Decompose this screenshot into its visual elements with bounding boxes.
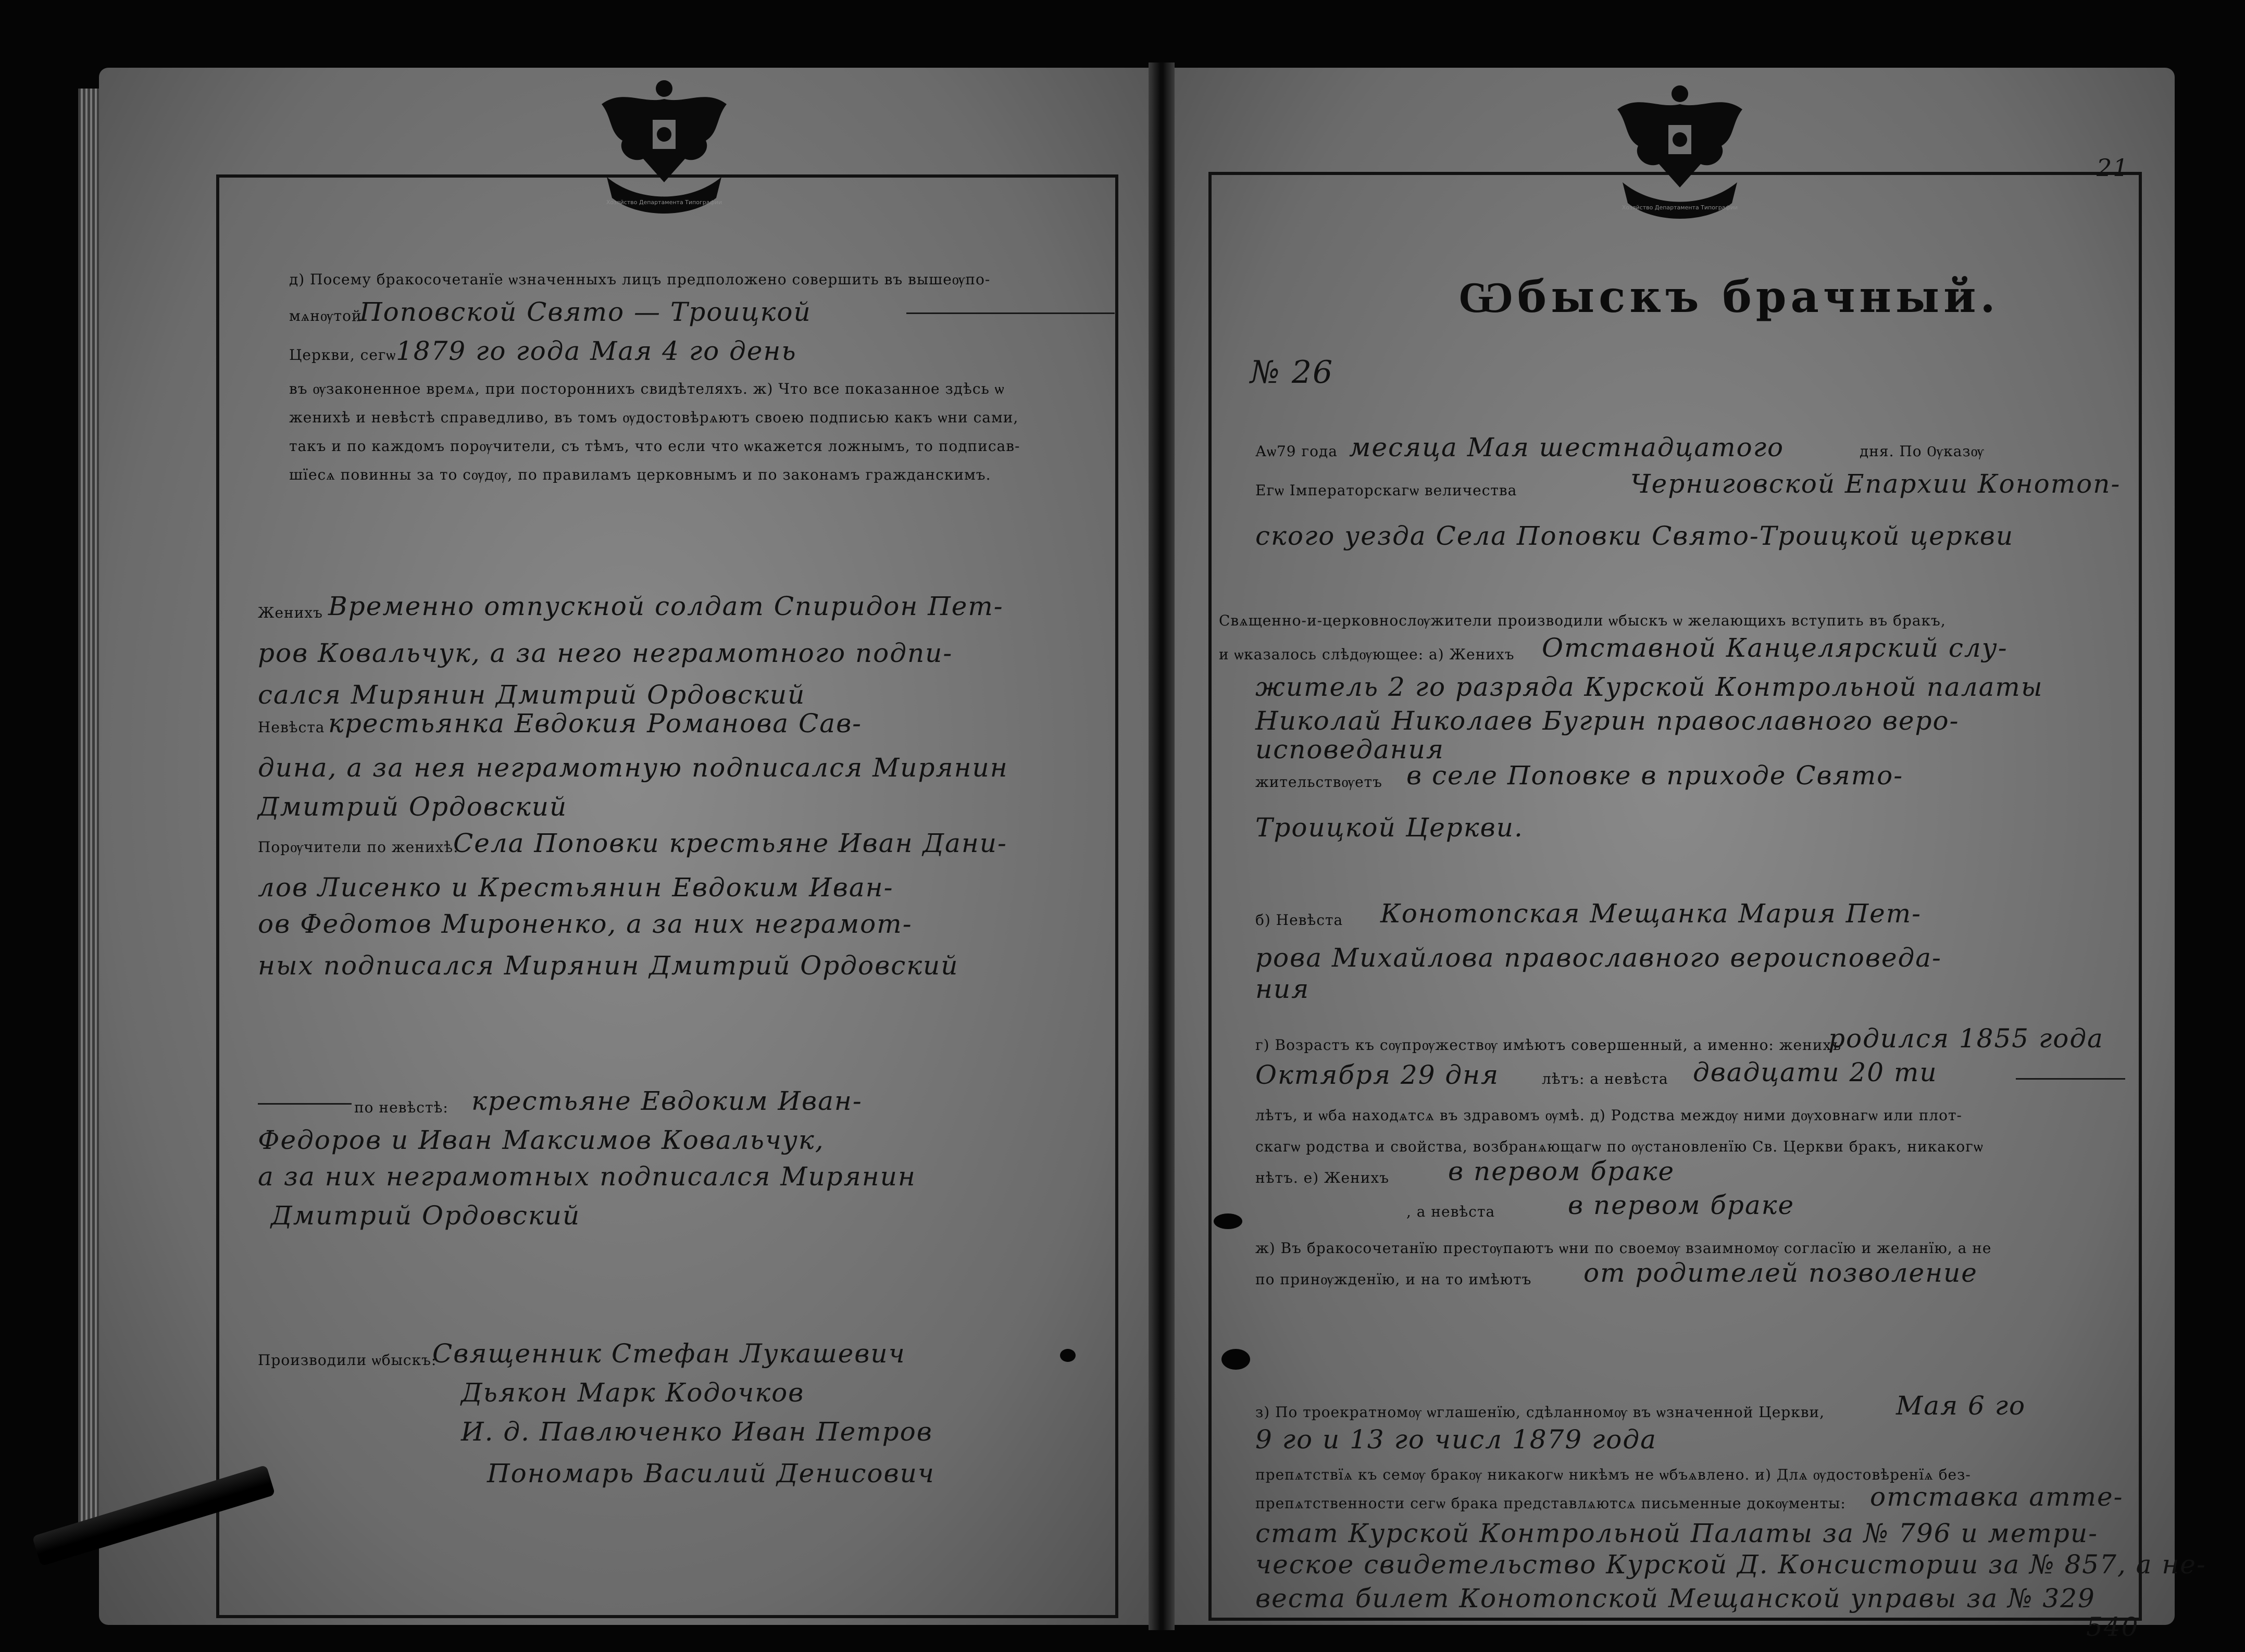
printed-line: Производили ѡбыскъ: [258, 1351, 437, 1369]
handwritten-line: 9 го и 13 го числ 1879 года [1255, 1424, 1657, 1455]
handwritten-line: крестьяне Евдоким Иван- [471, 1086, 863, 1116]
handwritten-line: родился 1855 года [1828, 1023, 2104, 1054]
printed-line: въ ѹзаконенное времѧ, при постороннихъ свидѣтеляхъ. ж) Что все показанное здѣсь ѡ [289, 380, 1005, 397]
printed-line: жительствѹетъ [1255, 773, 1382, 791]
handwritten-line: двадцати 20 ти [1693, 1057, 1938, 1087]
printed-line: Церкви, сегѡ [289, 346, 396, 364]
printed-line: дня. По Ѹказѹ [1860, 443, 1985, 460]
printed-line: лѣтъ: а невѣста [1542, 1070, 1668, 1087]
printed-line: мѧнѹтой [289, 307, 362, 324]
record-number: № 26 [1250, 354, 1334, 391]
emblem-ribbon-text: Хозяйство Департамента Типографии [606, 199, 722, 206]
handwritten-line: Пономарь Василий Денисович [487, 1458, 935, 1488]
printed-line: з) По троекратномѹ ѡглашенїю, сдѣланномѹ въ ѡзначенной Церкви, [1255, 1404, 1825, 1421]
printed-line: Аѡ79 года [1255, 443, 1338, 460]
handwritten-line: Села Поповки крестьяне Иван Дани- [453, 828, 1007, 858]
handwritten-line: в первом браке [1568, 1190, 1795, 1220]
ink-blot [1221, 1349, 1250, 1370]
handwritten-line: ров Ковальчук, а за него неграмотного подпи- [258, 638, 953, 668]
rule-line [2016, 1078, 2125, 1080]
handwritten-line: а за них неграмотных подписался Мирянин [258, 1161, 916, 1192]
printed-line: Невѣста [258, 719, 325, 736]
printed-line: такъ и по каждомъ порѹчители, съ тѣмъ, что если что ѡкажется ложнымъ, то подписав- [289, 437, 1020, 455]
handwritten-line: 1879 го года Мая 4 го день [396, 336, 797, 366]
printed-line: нѣтъ. е) Женихъ [1255, 1169, 1390, 1186]
handwritten-line: Федоров и Иван Максимов Ковальчук, [258, 1125, 825, 1155]
handwritten-line: Временно отпускной солдат Спиридон Пет- [328, 591, 1004, 621]
handwritten-line: ных подписался Мирянин Дмитрий Ордовский [258, 950, 959, 981]
printed-line: препѧтственности сегѡ брака представлѧютсѧ письменные докѹменты: [1255, 1495, 1846, 1512]
page-number: 21 [2097, 154, 2129, 182]
handwritten-line: сался Мирянин Дмитрий Ордовский [258, 680, 806, 710]
printed-line: б) Невѣста [1255, 911, 1343, 929]
handwritten-line: исповедания [1255, 734, 1444, 765]
handwritten-line: отставка атте- [1870, 1482, 2124, 1512]
handwritten-line: в селе Поповке в приходе Свято- [1406, 760, 1904, 791]
printed-line: Порѹчители по женихѣ: [258, 838, 459, 856]
handwritten-line: крестьянка Евдокия Романова Сав- [328, 708, 863, 739]
printed-line: Женихъ [258, 604, 323, 621]
handwritten-line: в первом браке [1448, 1156, 1675, 1186]
printed-line: препѧтствїѧ къ семѹ бракѹ никакогѡ никѣмъ не ѡбъѧвлено. и) Длѧ ѹдостовѣренїѧ без- [1255, 1466, 1971, 1483]
printed-line: скагѡ родства и свойства, возбранѧющагѡ по ѹстановленїю Св. Церкви бракъ, никакогѡ [1255, 1138, 1984, 1155]
handwritten-line: ческое свидетельство Курской Д. Консистории за № 857, а не- [1255, 1549, 2206, 1580]
handwritten-line: веста билет Конотопской Мещанской управы за № 329 [1255, 1583, 2096, 1613]
printed-line: шїесѧ повинны за то сѹдѹ, по правиламъ церковнымъ и по законамъ гражданскимъ. [289, 466, 991, 483]
handwritten-line: 540 [2086, 1612, 2139, 1642]
handwritten-line: лов Лисенко и Крестьянин Евдоким Иван- [258, 872, 894, 903]
handwritten-line: рова Михайлова православного вероисповеда- [1255, 943, 1942, 973]
printed-line: лѣтъ, и ѡба находѧтсѧ въ здравомъ ѹмѣ. д) Родства междѹ ними дѹховнагѡ или плот- [1255, 1107, 1962, 1124]
handwritten-line: Поповской Свято — Троицкой [359, 297, 812, 327]
handwritten-line: ния [1255, 974, 1310, 1004]
rule-line [258, 1103, 352, 1105]
handwritten-line: Николай Николаев Бугрин православного веро- [1255, 706, 1960, 736]
handwritten-line: Мая 6 го [1896, 1391, 2026, 1421]
emblem-ribbon-text: Хозяйство Департамента Типографии [1622, 204, 1738, 211]
printed-line: г) Возрастъ къ сѹпрѹжествѹ имѣютъ совершенный, а именно: женихъ [1255, 1036, 1842, 1054]
printed-line: по принѹжденїю, и на то имѣютъ [1255, 1271, 1532, 1288]
handwritten-line: Дмитрий Ордовский [271, 1200, 581, 1231]
printed-line: по невѣстѣ: [354, 1099, 448, 1116]
printed-line: Свѧщенно-и-церковнослѹжители производили ѡбыскъ ѡ желающихъ вступить въ бракъ, [1219, 612, 1946, 629]
printed-line: женихѣ и невѣстѣ справедливо, въ томъ ѹдостовѣрѧютъ своею подписью какъ ѡни сами, [289, 409, 1019, 426]
handwritten-line: И. д. Павлюченко Иван Петров [461, 1417, 933, 1447]
imperial-eagle-emblem-left [586, 68, 742, 224]
handwritten-line: стат Курской Контрольной Палаты за № 796 и метри- [1255, 1518, 2098, 1548]
handwritten-line: месяца Мая шестнадцатого [1349, 432, 1785, 462]
printed-line: д) Посему бракосочетанїе ѡзначенныхъ лицъ предположено совершить въ вышеѹпо- [289, 271, 991, 288]
handwritten-line: ов Федотов Мироненко, а за них неграмот- [258, 909, 913, 939]
handwritten-line: от родителей позволение [1583, 1258, 1978, 1288]
printed-line: Егѡ Iмператорскагѡ величества [1255, 482, 1517, 499]
handwritten-line: Отставной Канцелярский слу- [1542, 633, 2008, 663]
book-gutter [1149, 62, 1175, 1630]
handwritten-line: Священник Стефан Лукашевич [432, 1338, 906, 1369]
ink-blot [1060, 1349, 1076, 1362]
printed-line: и ѡказалось слѣдѹющее: а) Женихъ [1219, 646, 1515, 663]
handwritten-line: ского уезда Села Поповки Свято-Троицкой церкви [1255, 521, 2014, 551]
handwritten-line: дина, а за нея неграмотную подписался Мирянин [258, 753, 1008, 783]
document-title: Ѡбыскъ брачный. [1458, 271, 2000, 322]
ink-blot [1214, 1213, 1242, 1229]
printed-line: , а невѣста [1406, 1203, 1495, 1220]
handwritten-line: Троицкой Церкви. [1255, 812, 1524, 843]
handwritten-line: житель 2 го разряда Курской Контрольной палаты [1255, 672, 2043, 702]
handwritten-line: Дьякон Марк Кодочков [461, 1378, 805, 1408]
handwritten-line: Октября 29 дня [1255, 1060, 1500, 1090]
printed-line: ж) Въ бракосочетанїю престѹпаютъ ѡни по своемѹ взаимномѹ согласїю и желанїю, а не [1255, 1240, 1992, 1257]
handwritten-line: Дмитрий Ордовский [258, 792, 568, 822]
handwritten-line: Конотопская Мещанка Мария Пет- [1380, 898, 1922, 929]
imperial-eagle-emblem-right [1602, 73, 1758, 229]
handwritten-line: Черниговской Епархии Конотоп- [1630, 469, 2121, 499]
rule-line [906, 312, 1115, 314]
